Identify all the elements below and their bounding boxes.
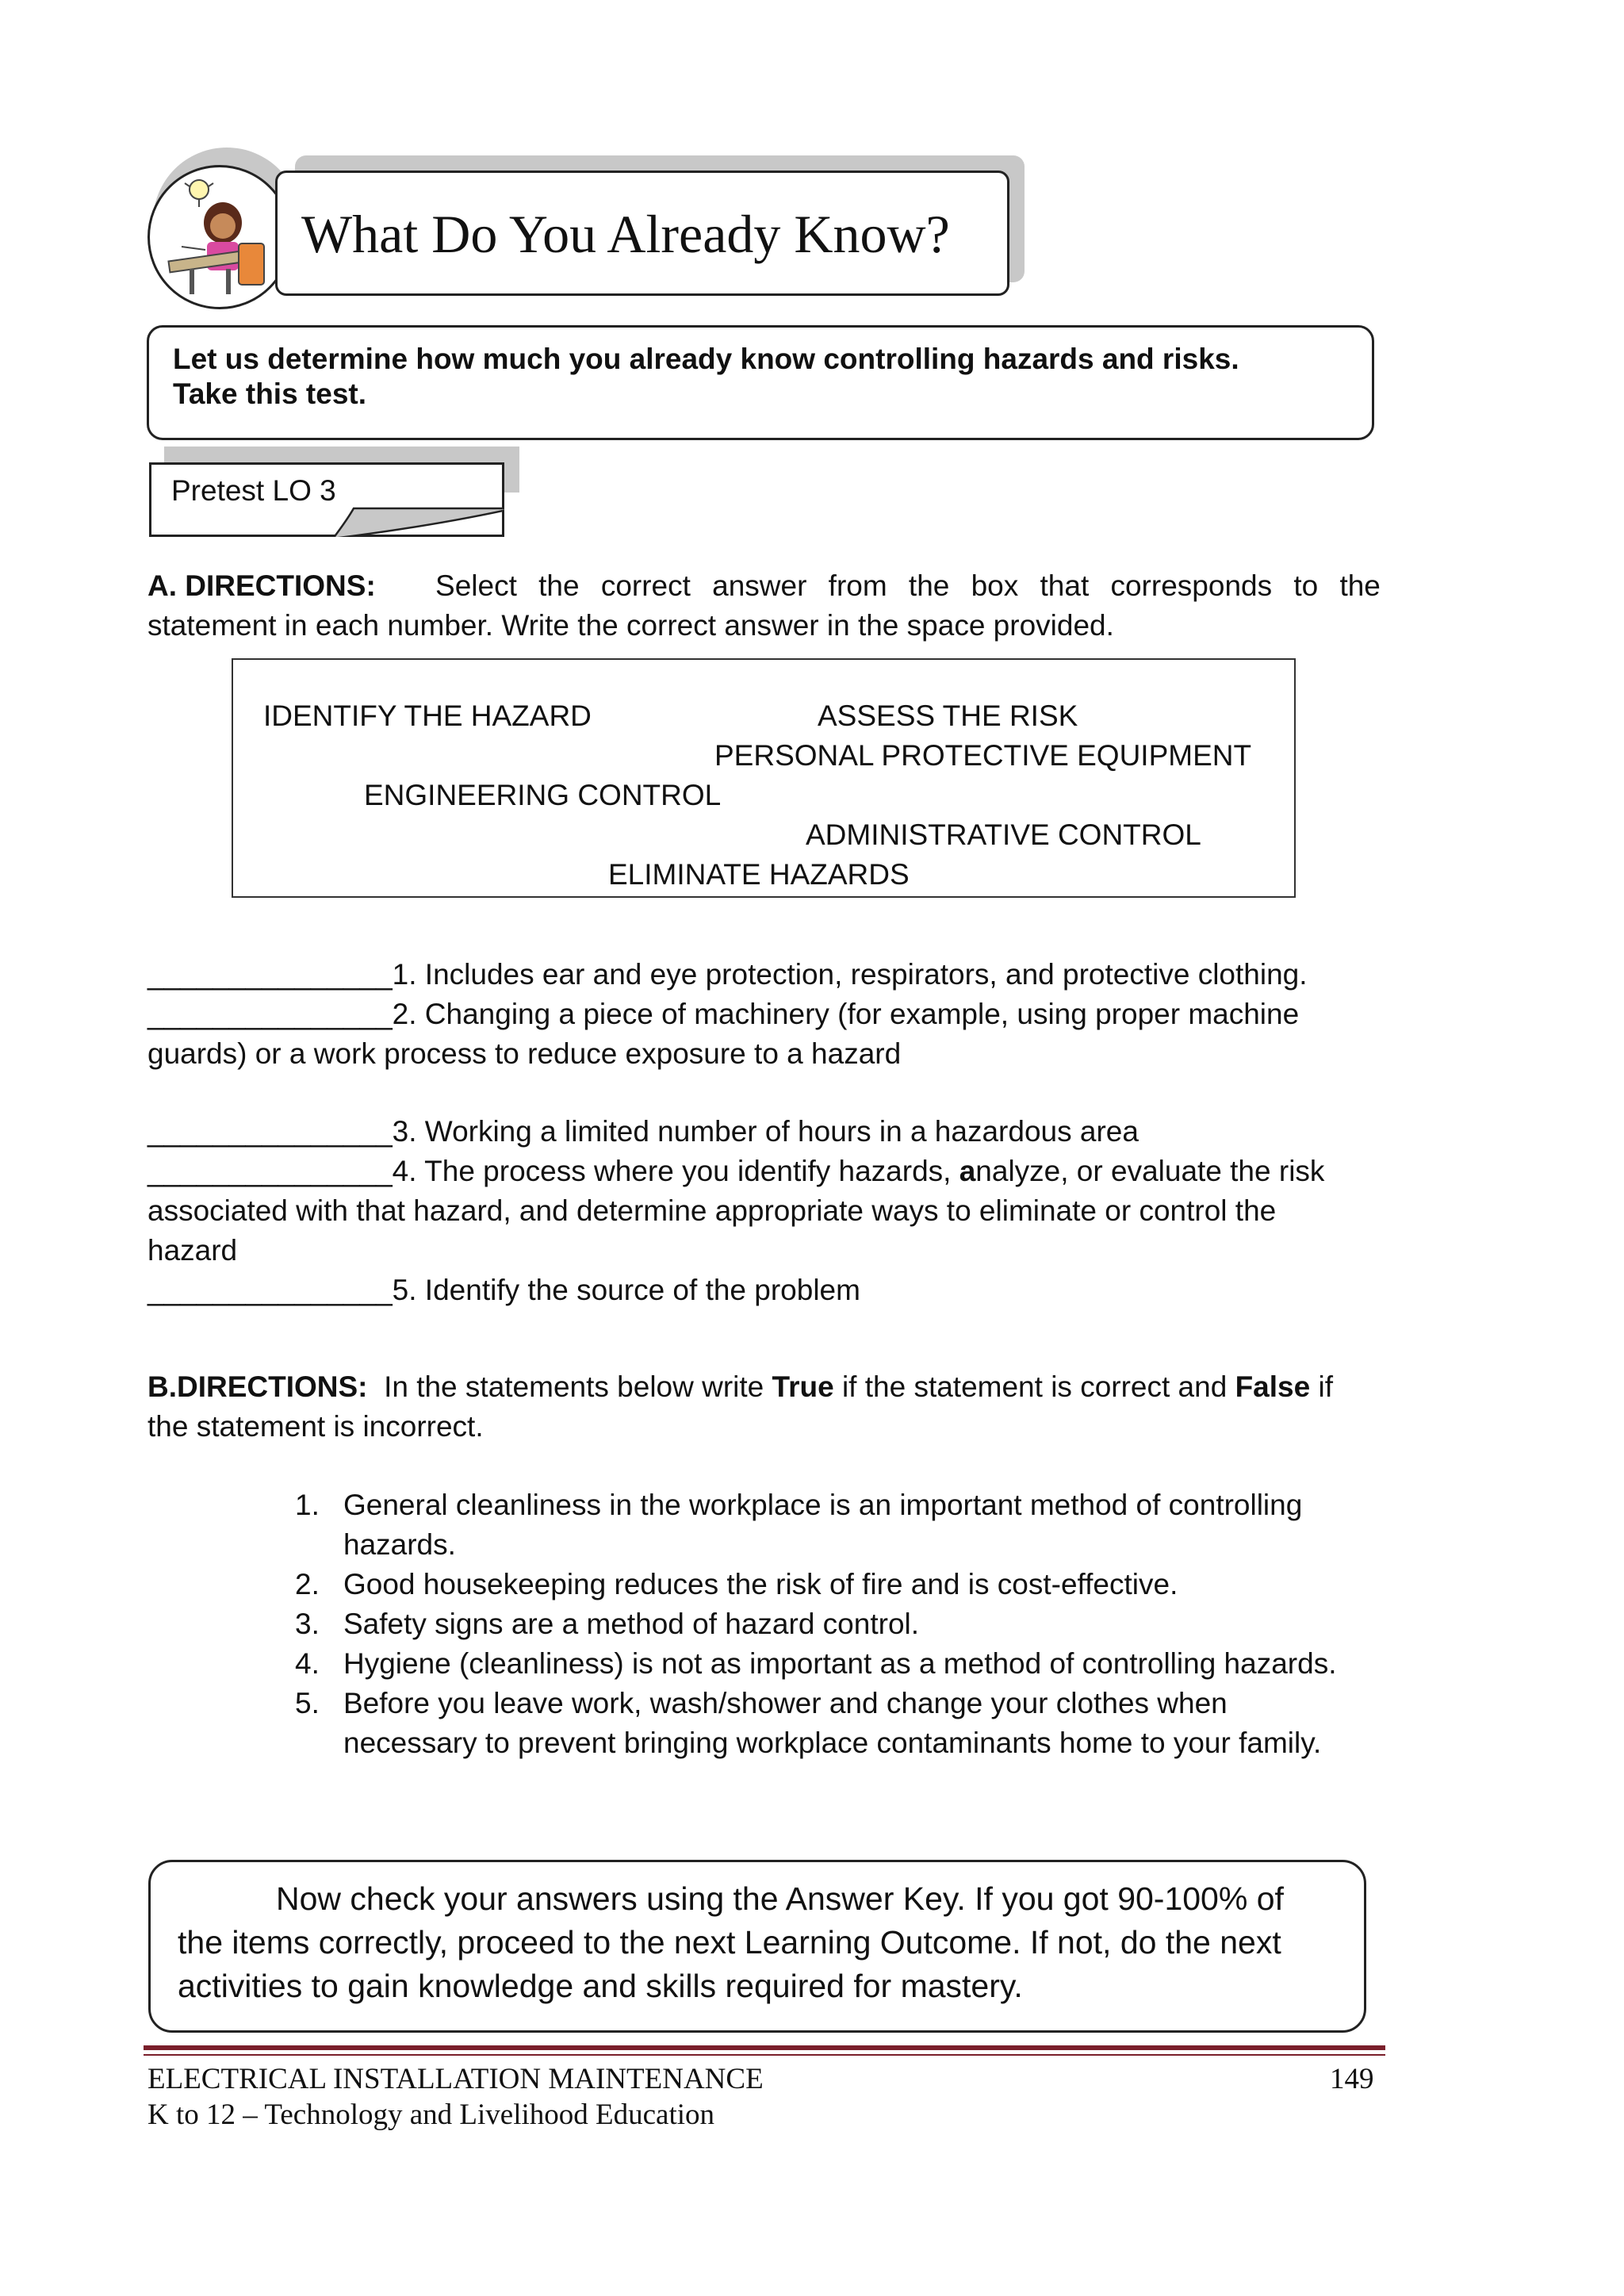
- option-ppe: PERSONAL PROTECTIVE EQUIPMENT: [714, 739, 1252, 772]
- dir-word: corresponds: [1110, 569, 1273, 602]
- footer-rule: [144, 2045, 1385, 2050]
- dir-word: from: [828, 569, 887, 602]
- dir-word: Select: [435, 569, 517, 602]
- true-word: True: [772, 1370, 834, 1403]
- page-number: 149: [1330, 2063, 1374, 2095]
- directions-text: In the statements below write: [384, 1370, 772, 1403]
- dir-word: to: [1293, 569, 1319, 602]
- statement-text: Safety signs are a method of hazard control.: [343, 1608, 920, 1640]
- intro-line-1: Let us determine how much you already know controlling hazards and risks.: [173, 343, 1239, 375]
- answer-blank: _______________: [147, 1274, 393, 1306]
- section-a-directions: [147, 569, 1381, 603]
- answer-blank: _______________: [147, 1115, 393, 1148]
- item-text: 2. Changing a piece of machinery (for example, using proper machine: [392, 998, 1300, 1030]
- option-eliminate-hazards: ELIMINATE HAZARDS: [608, 858, 910, 891]
- statement-text: hazards.: [343, 1528, 456, 1561]
- answer-blank: _______________: [147, 958, 393, 991]
- note-line-2: the items correctly, proceed to the next Learning Outcome. If not, do the next: [178, 1924, 1281, 1961]
- section-a-label: A. DIRECTIONS:: [147, 569, 376, 602]
- item-text-bold: a: [959, 1155, 976, 1187]
- dir-word: the: [908, 569, 950, 602]
- statement-number: 5.: [295, 1687, 320, 1719]
- section-b-directions-line-2: the statement is incorrect.: [147, 1410, 484, 1443]
- footer-course: ELECTRICAL INSTALLATION MAINTENANCE: [147, 2063, 764, 2095]
- item-text: 5. Identify the source of the problem: [392, 1274, 860, 1306]
- pretest-label: Pretest LO 3: [171, 474, 336, 507]
- statement-number: 3.: [295, 1608, 320, 1640]
- statement-text: Hygiene (cleanliness) is not as important as a method of controlling hazards.: [343, 1647, 1337, 1680]
- dir-word: answer: [712, 569, 807, 602]
- option-administrative-control: ADMINISTRATIVE CONTROL: [806, 818, 1201, 851]
- option-identify-hazard: IDENTIFY THE HAZARD: [263, 700, 592, 732]
- statement-text: Good housekeeping reduces the risk of fire and is cost-effective.: [343, 1568, 1178, 1600]
- statement-text: Before you leave work, wash/shower and change your clothes when: [343, 1687, 1228, 1719]
- student-illustration-icon: [147, 165, 292, 309]
- section-b-label: B.DIRECTIONS:: [147, 1370, 368, 1403]
- list-item: [147, 1115, 1139, 1148]
- item-continuation: associated with that hazard, and determine appropriate ways to eliminate or control the: [147, 1194, 1277, 1227]
- section-b-directions: [147, 1370, 1333, 1404]
- item-text: 1. Includes ear and eye protection, respirators, and protective clothing.: [392, 958, 1308, 991]
- item-text: 4. The process where you identify hazards,: [392, 1155, 959, 1187]
- answer-blank: _______________: [147, 1155, 393, 1187]
- statement-text: General cleanliness in the workplace is an important method of controlling: [343, 1489, 1303, 1521]
- statement-number: 2.: [295, 1568, 320, 1600]
- directions-text: if the statement is correct and: [833, 1370, 1235, 1403]
- note-line-1: Now check your answers using the Answer Key. If you got 90-100% of: [276, 1880, 1284, 1917]
- footer-rule-thin: [144, 2054, 1385, 2056]
- directions-text: if: [1310, 1370, 1333, 1403]
- page-title: What Do You Already Know?: [301, 204, 950, 264]
- note-line-3: activities to gain knowledge and skills required for mastery.: [178, 1968, 1023, 2004]
- list-item: [147, 958, 1308, 991]
- item-text: 3. Working a limited number of hours in a hazardous area: [392, 1115, 1139, 1148]
- statement-number: 4.: [295, 1647, 320, 1680]
- dir-word: box: [971, 569, 1019, 602]
- statement-text: necessary to prevent bringing workplace contaminants home to your family.: [343, 1727, 1322, 1759]
- statement-number: 1.: [295, 1489, 320, 1521]
- item-text: nalyze, or evaluate the risk: [975, 1155, 1325, 1187]
- dir-word: the: [1339, 569, 1381, 602]
- section-a-directions-line-2: statement in each number. Write the correct answer in the space provided.: [147, 609, 1114, 642]
- dir-word: the: [538, 569, 580, 602]
- item-continuation: guards) or a work process to reduce exposure to a hazard: [147, 1037, 902, 1070]
- option-engineering-control: ENGINEERING CONTROL: [364, 779, 722, 811]
- list-item: [147, 1155, 1324, 1188]
- intro-line-2: Take this test.: [173, 378, 367, 410]
- dir-word: correct: [600, 569, 691, 602]
- dir-word: that: [1040, 569, 1090, 602]
- footer-program: K to 12 – Technology and Livelihood Education: [147, 2099, 715, 2131]
- item-continuation: hazard: [147, 1234, 238, 1267]
- option-assess-risk: ASSESS THE RISK: [818, 700, 1078, 732]
- list-item: [147, 998, 1299, 1031]
- false-word: False: [1235, 1370, 1311, 1403]
- list-item: [147, 1274, 860, 1307]
- answer-blank: _______________: [147, 998, 393, 1030]
